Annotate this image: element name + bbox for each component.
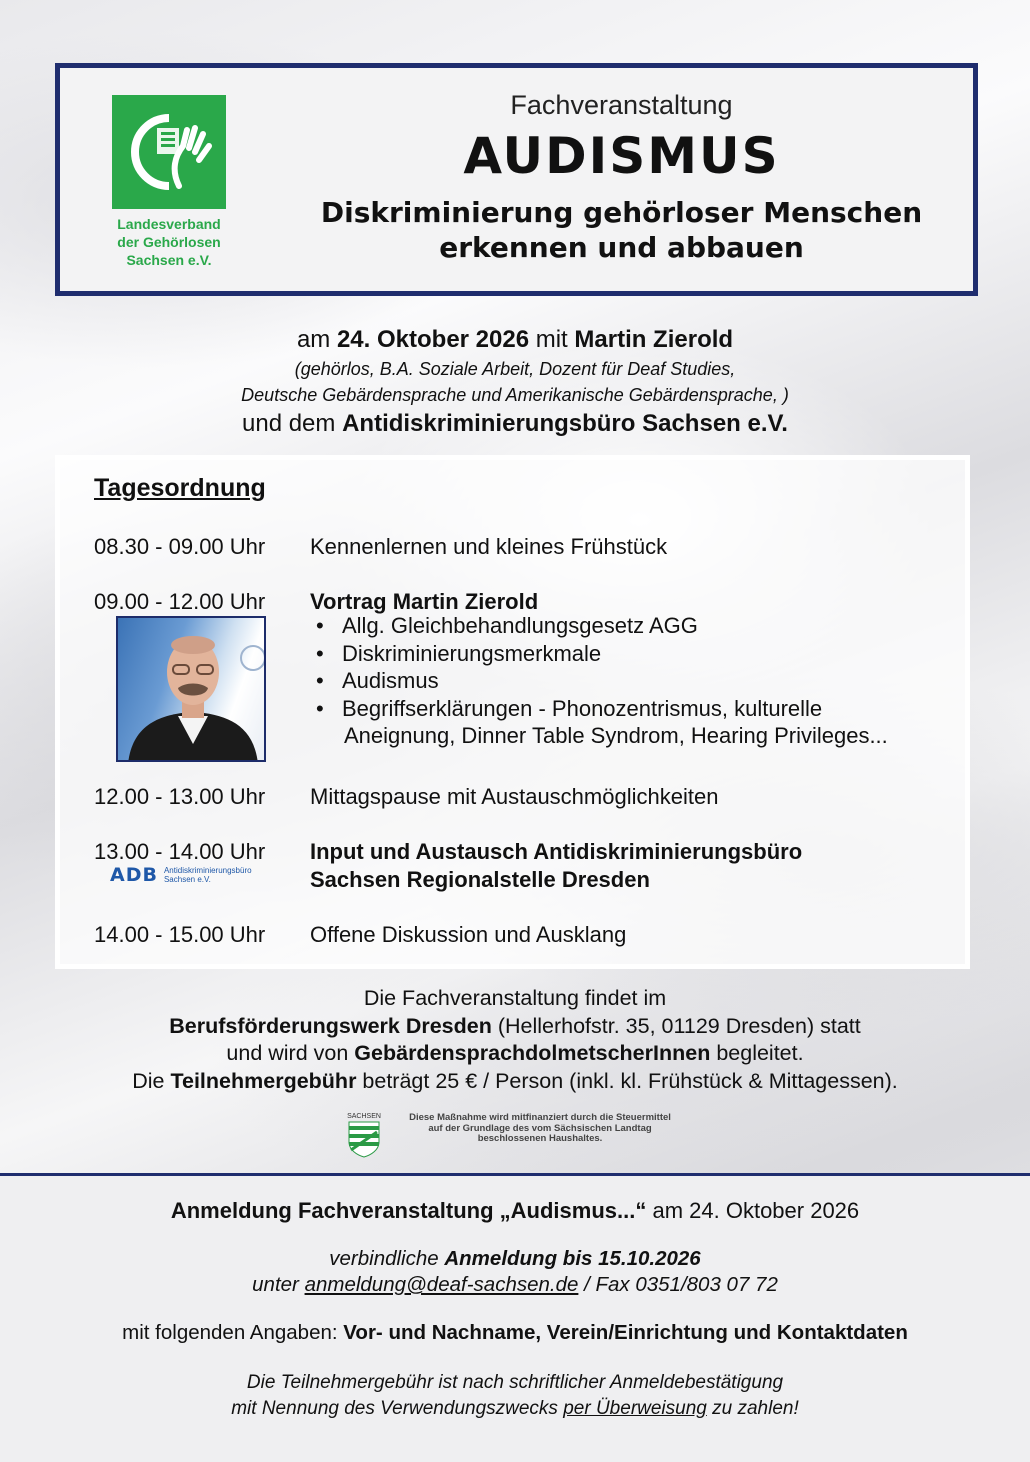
adb-logo — [110, 864, 252, 886]
email-link[interactable]: anmeldung@deaf-sachsen.de — [304, 1273, 579, 1296]
event-subtitle-line1: Diskriminierung gehörloser Menschen — [320, 196, 923, 229]
saxony-logo — [344, 1113, 384, 1163]
talk-point-continuation: Aneignung, Dinner Table Syndrom, Hearing Privileges... — [344, 723, 888, 748]
partner-name: Antidiskriminierungsbüro Sachsen e.V. — [342, 410, 788, 437]
intro-with: mit — [529, 326, 575, 353]
speaker-name: Martin Zierold — [574, 326, 734, 353]
payment-note-suffix: zu zahlen! — [706, 1398, 799, 1419]
org-name-line3: Sachsen e.V. — [126, 252, 212, 268]
venue-line3-suffix: begleitet. — [710, 1041, 804, 1065]
event-title: AUDISMUS — [463, 127, 780, 185]
agenda-desc: Kennenlernen und kleines Frühstück — [310, 534, 668, 559]
venue-interpreters: GebärdensprachdolmetscherInnen — [354, 1041, 711, 1065]
deadline-prefix: verbindliche — [329, 1247, 445, 1270]
agenda-box — [55, 455, 970, 969]
agenda-desc: Input und Austausch Antidiskriminierungsbüro — [310, 839, 803, 864]
saxony-logo-label: SACHSEN — [347, 1113, 381, 1120]
agenda-time: 14.00 - 15.00 Uhr — [94, 922, 266, 947]
venue-line3-prefix: und wird von — [226, 1041, 355, 1065]
header-box — [55, 63, 978, 296]
event-date: 24. Oktober 2026 — [336, 326, 530, 353]
funding-notice — [344, 1113, 690, 1163]
agenda-time: 08.30 - 09.00 Uhr — [94, 534, 266, 559]
talk-point: • Audismus — [316, 668, 439, 693]
org-logo — [108, 95, 230, 269]
venue-info — [0, 985, 1030, 1095]
adb-logo-line1: Antidiskriminierungsbüro — [163, 866, 252, 875]
event-subtitle-line2: erkennen und abbauen — [439, 231, 804, 264]
org-name-line1: Landesverband — [117, 216, 221, 232]
bullet: • — [316, 640, 324, 666]
bullet: • — [316, 668, 324, 693]
venue-place: Berufsförderungswerk Dresden — [169, 1013, 492, 1038]
intro-prefix: am — [296, 326, 337, 353]
agenda-desc: Vortrag Martin Zierold — [310, 589, 539, 614]
agenda-desc: Offene Diskussion und Ausklang — [310, 922, 627, 947]
event-kicker: Fachveranstaltung — [510, 90, 733, 120]
fields-prefix: mit folgenden Angaben: — [122, 1321, 344, 1344]
intro-and: und dem — [242, 410, 343, 437]
speaker-info-line2: Deutsche Gebärdensprache und Amerikanische Gebärdensprache, ) — [241, 385, 789, 405]
org-name-line2: der Gehörlosen — [117, 234, 221, 250]
speaker-portrait — [118, 618, 266, 762]
payment-method: per Überweisung — [563, 1398, 707, 1419]
registration-title-rest: am 24. Oktober 2026 — [646, 1198, 860, 1223]
venue-line4-prefix: Die — [132, 1068, 171, 1093]
venue-line1: Die Fachveranstaltung findet im — [363, 986, 667, 1010]
org-logo-mark — [112, 95, 226, 209]
talk-point: • Diskriminierungsmerkmale — [316, 640, 602, 666]
agenda-time: 13.00 - 14.00 Uhr — [94, 839, 266, 864]
saxony-crest-icon — [347, 1120, 381, 1158]
venue-address: (Hellerhofstr. 35, 01129 Dresden) statt — [491, 1013, 861, 1038]
venue-fee-label: Teilnehmergebühr — [170, 1068, 357, 1093]
agenda-title: Tagesordnung — [94, 474, 266, 502]
agenda-time: 12.00 - 13.00 Uhr — [94, 784, 266, 809]
bullet: • — [316, 613, 324, 638]
registration-title-bold: Anmeldung Fachveranstaltung „Audismus...“ — [170, 1198, 647, 1223]
intro — [0, 326, 1030, 438]
bullet: • — [316, 695, 324, 721]
registration-deadline — [0, 1246, 1030, 1298]
funding-line1: Diese Maßnahme wird mitfinanziert durch die Steuermittel — [409, 1112, 671, 1123]
talk-point: • Begriffserklärungen - Phonozentrismus, kulturelle — [316, 695, 823, 721]
agenda-desc-cont: Sachsen Regionalstelle Dresden — [310, 867, 650, 892]
agenda-desc: Mittagspause mit Austauschmöglichkeiten — [310, 784, 719, 809]
fax-number: / Fax 0351/803 07 72 — [578, 1273, 778, 1296]
funding-line3: beschlossenen Haushaltes. — [477, 1133, 603, 1144]
registration-section — [0, 1176, 1030, 1462]
contact-prefix: unter — [252, 1273, 305, 1296]
adb-logo-word: ADB — [110, 864, 158, 886]
speaker-photo — [116, 616, 266, 762]
hand-sign-icon — [117, 100, 221, 204]
speaker-info-line1: (gehörlos, B.A. Soziale Arbeit, Dozent für Deaf Studies, — [294, 359, 736, 379]
registration-title — [0, 1198, 1030, 1224]
venue-fee-text: beträgt 25 € / Person (inkl. kl. Frühstück & Mittagessen). — [356, 1068, 898, 1093]
payment-note-prefix: mit Nennung des Verwendungszwecks — [231, 1398, 564, 1419]
adb-logo-line2: Sachsen e.V. — [163, 875, 211, 884]
payment-note — [0, 1370, 1030, 1422]
talk-points — [310, 612, 888, 750]
talk-point: • Allg. Gleichbehandlungsgesetz AGG — [316, 613, 698, 638]
agenda-time: 09.00 - 12.00 Uhr — [94, 589, 266, 614]
fields-list: Vor- und Nachname, Verein/Einrichtung und Kontaktdaten — [343, 1321, 908, 1344]
payment-note-line1: Die Teilnehmergebühr ist nach schriftlicher Anmeldebestätigung — [246, 1372, 784, 1393]
registration-fields — [0, 1321, 1030, 1345]
deadline-date: Anmeldung bis 15.10.2026 — [444, 1247, 701, 1270]
event-subtitle — [290, 195, 953, 265]
funding-line2: auf der Grundlage des vom Sächsischen Landtag — [428, 1122, 652, 1134]
